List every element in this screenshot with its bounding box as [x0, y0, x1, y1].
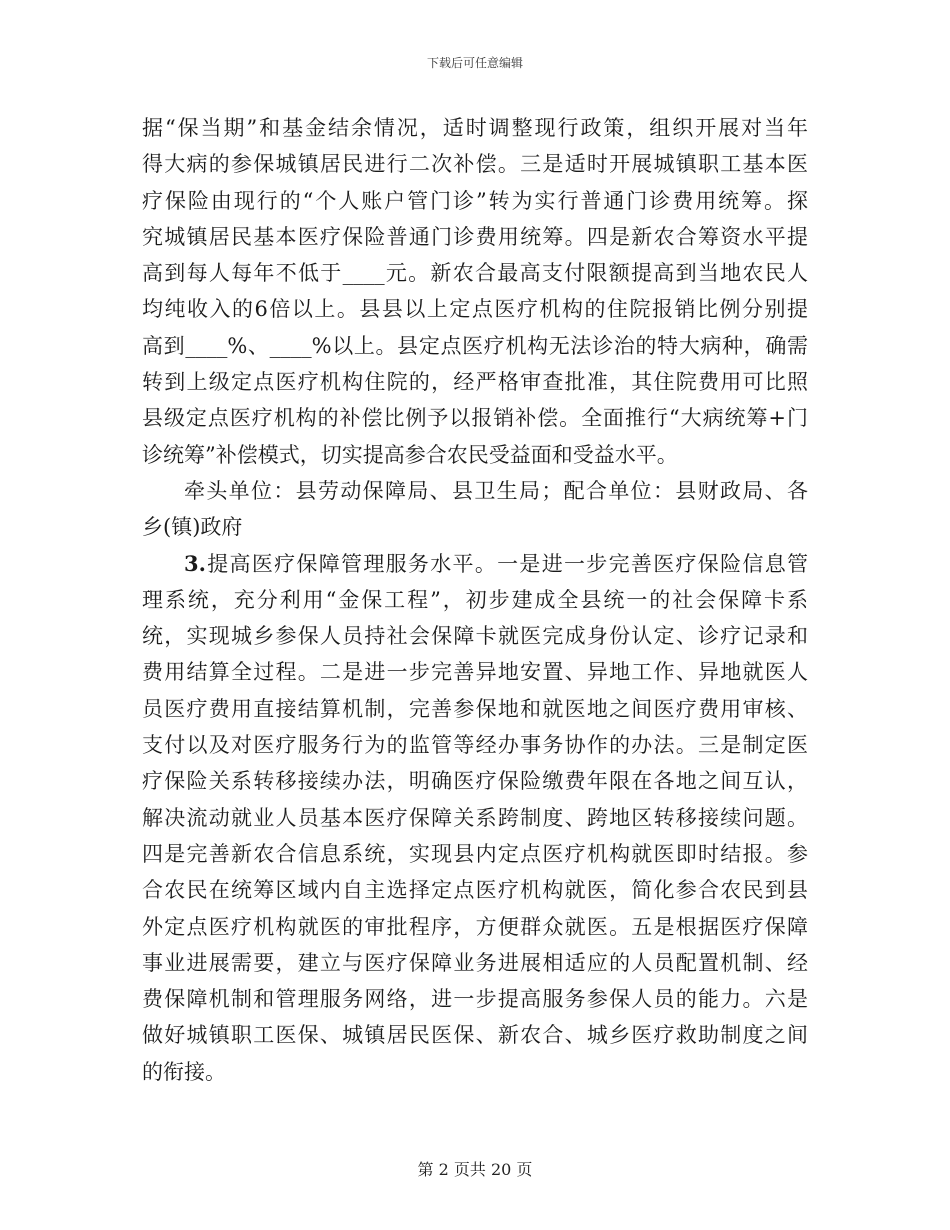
- text-line: 高到每人每年不低于____元。新农合最高支付限额提高到当地农民人: [142, 261, 808, 286]
- text-line: 疗保险由现行的“个人账户管门诊”转为实行普通门诊费用统筹。探: [142, 188, 808, 213]
- text-line: 乡(镇)政府: [142, 515, 243, 540]
- page-footer: 第 2 页共 20 页: [417, 1160, 533, 1179]
- text-line: 的衔接。: [142, 1059, 226, 1084]
- text-line: 做好城镇职工医保、城镇居民医保、新农合、城乡医疗救助制度之间: [142, 1023, 808, 1048]
- paragraph-responsible-units: [142, 473, 808, 546]
- document-body: [142, 110, 808, 1090]
- text-line: 高到____%、____%以上。县定点医疗机构无法诊治的特大病种，确需: [142, 333, 808, 358]
- text-segment: 提高医疗保障管理服务水平。一是进一步完善医疗保险信息管: [205, 551, 808, 576]
- text-line: 解决流动就业人员基本医疗保障关系跨制度、跨地区转移接续问题。: [142, 805, 808, 830]
- text-line: 县级定点医疗机构的补偿比例予以报销补偿。全面推行“大病统筹+门: [142, 406, 808, 431]
- text-line-first: [142, 546, 808, 582]
- text-line: 究城镇居民基本医疗保险普通门诊费用统筹。四是新农合筹资水平提: [142, 224, 808, 249]
- text-line: 合农民在统筹区域内自主选择定点医疗机构就医，简化参合农民到县: [142, 878, 808, 903]
- text-line: 转到上级定点医疗机构住院的，经严格审查批准，其住院费用可比照: [142, 370, 808, 395]
- page-header: 下载后可任意编辑: [426, 56, 523, 70]
- text-line: 均纯收入的6倍以上。县县以上定点医疗机构的住院报销比例分别提: [142, 297, 808, 322]
- text-line: 员医疗费用直接结算机制，完善参保地和就医地之间医疗费用审核、: [142, 696, 808, 721]
- paragraph-section-3: [142, 546, 808, 1090]
- text-line: 统，实现城乡参保人员持社会保障卡就医完成身份认定、诊疗记录和: [142, 624, 808, 649]
- text-line: 得大病的参保城镇居民进行二次补偿。三是适时开展城镇职工基本医: [142, 152, 808, 177]
- paragraph-medical-insurance-policy: [142, 110, 808, 473]
- text-line: 据“保当期”和基金结余情况，适时调整现行政策，组织开展对当年: [142, 116, 808, 140]
- text-line: 疗保险关系转移接续办法，明确医疗保险缴费年限在各地之间互认，: [142, 769, 808, 794]
- text-line: 四是完善新农合信息系统，实现县内定点医疗机构就医即时结报。参: [142, 841, 808, 866]
- text-line: 事业进展需要，建立与医疗保障业务进展相适应的人员配置机制、经: [142, 950, 808, 975]
- text-line: 理系统，充分利用“金保工程”，初步建成全县统一的社会保障卡系: [142, 587, 808, 612]
- text-line: 诊统筹”补偿模式，切实提高参合农民受益面和受益水平。: [142, 442, 678, 467]
- text-line: 费保障机制和管理服务网络，进一步提高服务参保人员的能力。六是: [142, 987, 808, 1012]
- text-line: 牵头单位：县劳动保障局、县卫生局；配合单位：县财政局、各: [184, 478, 808, 503]
- section-number: 3.: [184, 550, 206, 576]
- text-line: 费用结算全过程。二是进一步完善异地安置、异地工作、异地就医人: [142, 660, 808, 685]
- text-line: 外定点医疗机构就医的审批程序，方便群众就医。五是根据医疗保障: [142, 914, 808, 939]
- text-line: 支付以及对医疗服务行为的监管等经办事务协作的办法。三是制定医: [142, 733, 808, 758]
